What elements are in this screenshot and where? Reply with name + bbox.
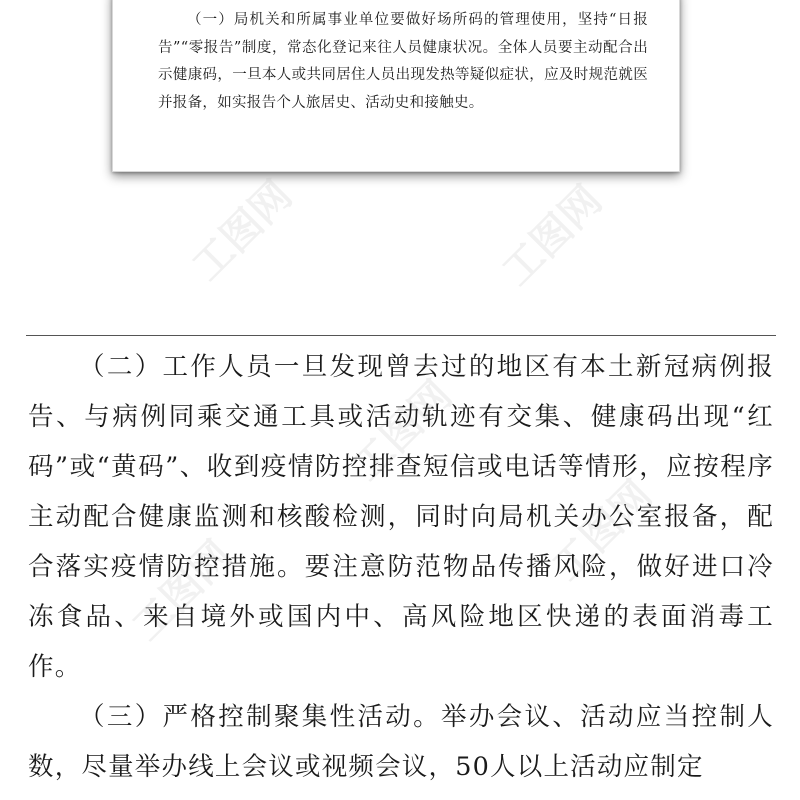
section-divider [26,335,776,336]
document-card [112,0,680,172]
document-body [28,342,774,792]
watermark: 工图网 [123,532,242,650]
body-paragraph-2: （二）工作人员一旦发现曾去过的地区有本土新冠病例报告、与病例同乘交通工具或活动轨迹有交集、健康码出现“红码”或“黄码”、收到疫情防控排查短信或电话等情形，应按程序主动配合健康监测和核酸检测，同时向局机关办公室报备，配合落实疫情防控措施。要注意防范物品传播风险，做好进口冷冻食品、来自境外或国内中、高风险地区快递的表面消毒工作。 [28,352,774,682]
card-paragraph: （一）局机关和所属事业单位要做好场所码的管理使用，坚持“日报告”“零报告”制度，常态化登记来往人员健康状况。全体人员要主动配合出示健康码，一旦本人或共同居住人员出现发热等疑似症状，应及时规范就医并报备，如实报告个人旅居史、活动史和接触史。 [158,12,648,111]
body-paragraph-3: （三）严格控制聚集性活动。举办会议、活动应当控制人数，尽量举办线上会议或视频会议，50人以上活动应制定 [28,702,774,782]
watermark: 工图网 [493,177,612,295]
watermark: 工图网 [543,472,662,590]
watermark: 工图网 [343,372,462,490]
watermark: 工图网 [183,172,302,290]
